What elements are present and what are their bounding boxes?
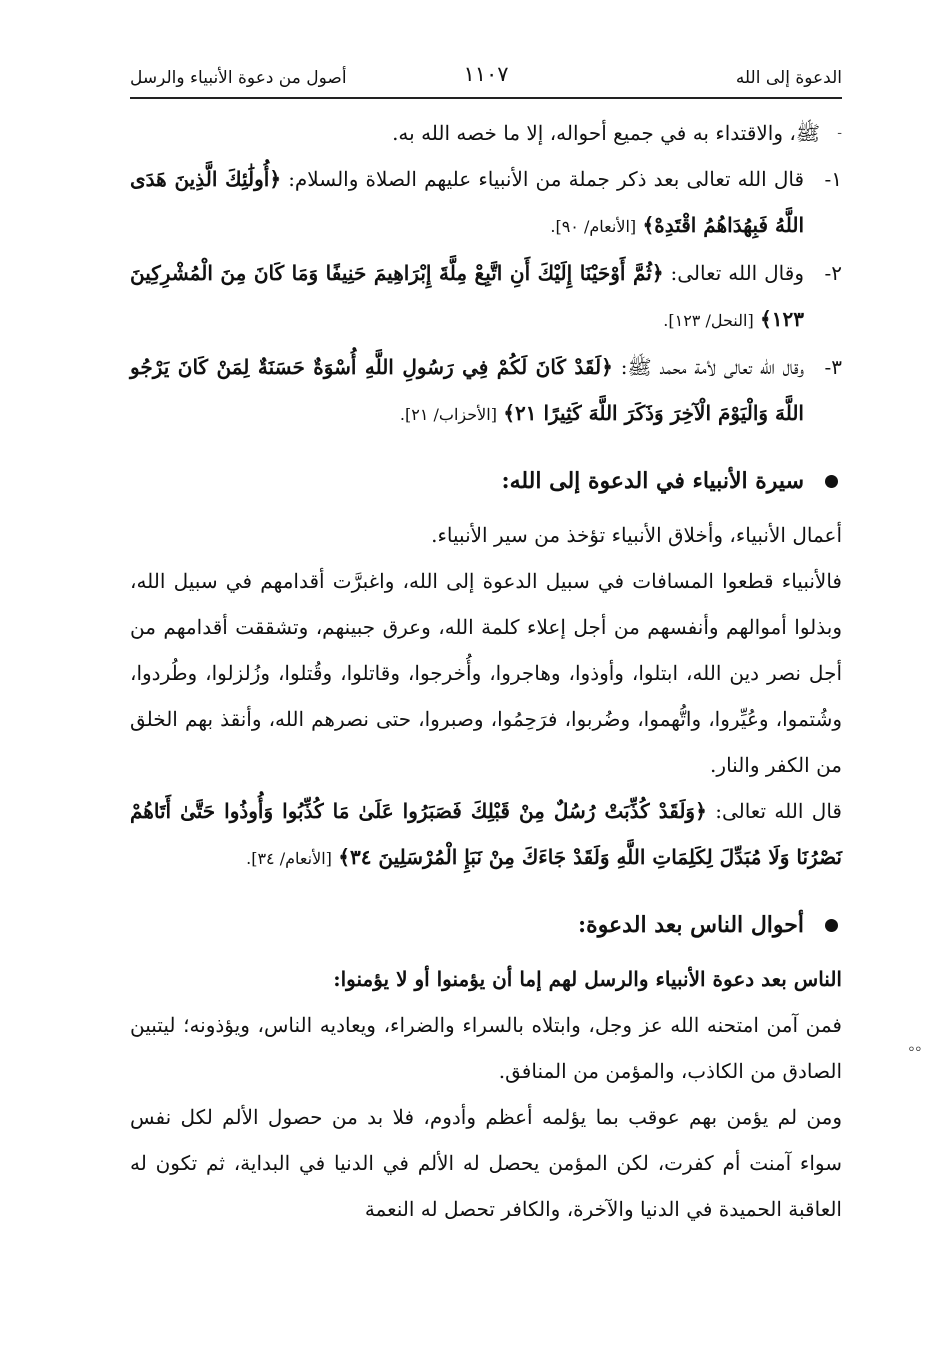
header-chapter-title: أصول من دعوة الأنبياء والرسل	[130, 68, 347, 88]
numbered-item	[130, 156, 842, 250]
item-lead: وقال الله تعالى لأمة محمد ﷺ:	[620, 355, 805, 379]
verse-reference: [الأحزاب/ ٢١].	[399, 405, 497, 424]
paragraph	[130, 788, 842, 882]
item-number: ٣-	[824, 355, 842, 379]
item-lead: قال الله تعالى بعد ذكر جملة من الأنبياء عليهم الصلاة والسلام:	[288, 167, 805, 191]
header-book-title: الدعوة إلى الله	[735, 68, 842, 88]
continuation-text: ﷺ، والاقتداء به في جميع أحواله، إلا ما خصه الله به.	[392, 121, 820, 145]
quran-verse: ﴿لَقَدْ كَانَ لَكُمْ فِي رَسُولِ اللَّهِ أُسْوَةٌ حَسَنَةٌ لِمَنْ كَانَ يَرْجُو اللَّهَ وَالْيَوْمَ الْآخِرَ وَذَكَرَ اللَّهَ كَثِيرًا ٢١﴾	[130, 355, 804, 425]
item-number: ١-	[824, 167, 842, 191]
quran-verse: ﴿وَلَقَدْ كُذِّبَتْ رُسُلٌ مِنْ قَبْلِكَ فَصَبَرُوا عَلَىٰ مَا كُذِّبُوا وَأُوذُوا حَتَّىٰ أَتَاهُمْ نَصْرُنَا وَلَا مُبَدِّلَ لِكَلِمَاتِ اللَّهِ وَلَقَدْ جَاءَكَ مِنْ نَبَإِ الْمُرْسَلِينَ ٣٤﴾	[130, 799, 842, 869]
item-number: ٢-	[824, 261, 842, 285]
quran-verse: ﴿أُولَٰئِكَ الَّذِينَ هَدَى اللَّهُ فَبِهُدَاهُمُ اقْتَدِهْ﴾	[130, 167, 804, 237]
scan-margin-mark: ⸰⸰	[908, 1042, 922, 1056]
continuation-marker: -	[837, 125, 842, 141]
verse-reference: [النحل/ ١٢٣].	[663, 311, 754, 330]
numbered-item	[130, 344, 842, 438]
page-number: ١١٠٧	[463, 62, 509, 86]
section-heading-text: سيرة الأنبياء في الدعوة إلى الله:	[501, 468, 804, 494]
item-lead: وقال الله تعالى:	[670, 261, 804, 285]
paragraph: أعمال الأنبياء، وأخلاق الأنبياء تؤخذ من سير الأنبياء.	[431, 523, 842, 547]
verse-reference: [الأنعام/ ٩٠].	[550, 217, 637, 236]
continuation-paragraph	[130, 110, 842, 156]
numbered-item	[130, 250, 842, 344]
section-heading	[130, 458, 842, 504]
header-divider	[130, 97, 842, 99]
subheading-line: الناس بعد دعوة الأنبياء والرسل لهم إما أن يؤمنوا أو لا يؤمنوا:	[333, 967, 842, 991]
section-heading	[130, 902, 842, 948]
paragraph-lead: قال الله تعالى:	[715, 799, 842, 823]
section-heading-text: أحوال الناس بعد الدعوة:	[578, 912, 804, 938]
page-header	[130, 62, 842, 96]
bullet-icon	[825, 919, 838, 932]
paragraph: فالأنبياء قطعوا المسافات في سبيل الدعوة إلى الله، واغبرَّت أقدامهم في سبيل الله، وبذلوا أموالهم وأنفسهم من أجل إعلاء كلمة الله، وعرق جبينهم، وتشققت أقدامهم من أجل نصر دين الله، ابتلوا، وأوذوا، وهاجروا، وأُخرجوا، وقاتلوا، وقُتلوا، وزُلزلوا، وطُردوا، وشُتموا، وعُيِّروا، واتُّهموا، وضُربوا، فرَحِمُوا، وصبروا، حتى نصرهم الله، وأنقذ بهم الخلق من الكفر والنار.	[130, 569, 842, 777]
paragraph: ومن لم يؤمن بهم عوقب بما يؤلمه أعظم وأدوم، فلا بد من حصول الألم لكل نفس سواء آمنت أم كفرت، لكن المؤمن يحصل له الألم في الدنيا في البداية، ثم تكون له العاقبة الحميدة في الدنيا والآخرة، والكافر تحصل له النعمة	[130, 1105, 842, 1221]
verse-reference: [الأنعام/ ٣٤].	[246, 849, 332, 868]
quran-verse: ﴿ثُمَّ أَوْحَيْنَا إِلَيْكَ أَنِ اتَّبِعْ مِلَّةَ إِبْرَاهِيمَ حَنِيفًا وَمَا كَانَ مِنَ الْمُشْرِكِينَ ١٢٣﴾	[130, 261, 804, 331]
page-body	[130, 110, 842, 1232]
paragraph: فمن آمن امتحنه الله عز وجل، وابتلاه بالسراء والضراء، ويعاديه الناس، ويؤذونه؛ ليتبين الصادق من الكاذب، والمؤمن من المنافق.	[130, 1013, 842, 1083]
bullet-icon	[825, 475, 838, 488]
